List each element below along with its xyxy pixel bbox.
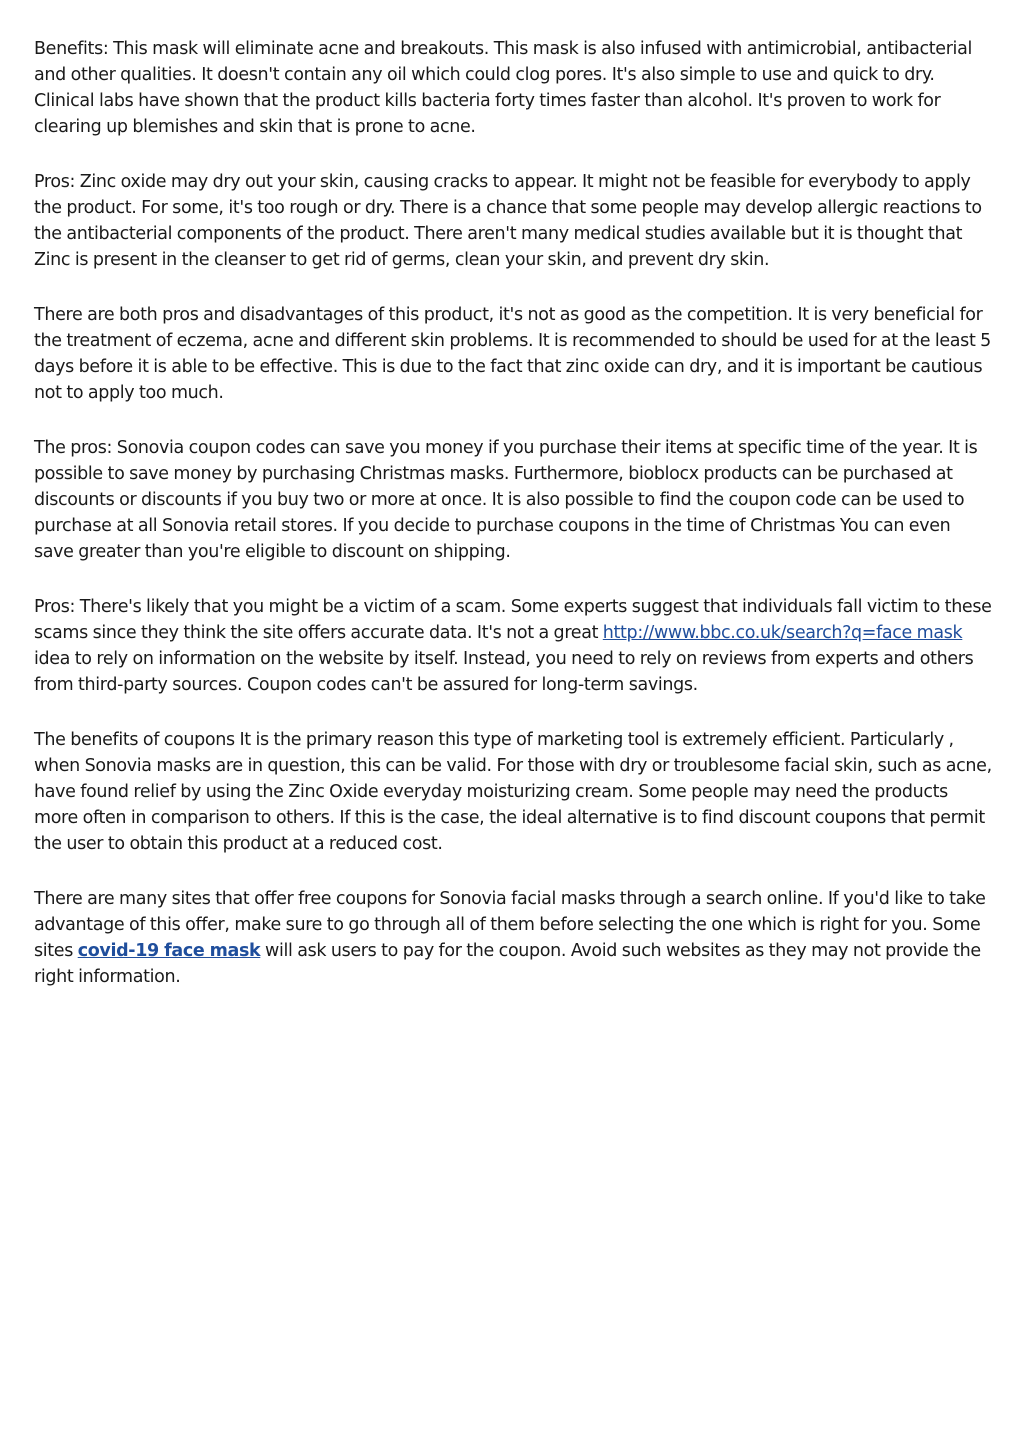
paragraph-text-after-link: idea to rely on information on the website by itself. Instead, you need to rely on reviews from experts and others from third-party sources. Coupon codes can't be assured for long-term savings. xyxy=(34,649,974,695)
paragraph-benefits xyxy=(34,36,992,140)
covid-face-mask-link[interactable]: covid-19 face mask xyxy=(77,941,261,961)
paragraph-text: Benefits: This mask will eliminate acne and breakouts. This mask is also infused with antimicrobial, antibacterial and other qualities. It doesn't contain any oil which could clog pores. It's also simple to use and quick to dry. Clinical labs have shown that the product kills bacteria forty times faster than alcohol. It's proven to work for clearing up blemishes and skin that is prone to acne. xyxy=(34,39,972,137)
paragraph-text: There are both pros and disadvantages of this product, it's not as good as the competition. It is very beneficial for the treatment of eczema, acne and different skin problems. It is recommended to should be used for at the least 5 days before it is able to be effective. This is due to the fact that zinc oxide can dry, and it is important be cautious not to apply too much. xyxy=(34,305,991,403)
paragraph-text: The benefits of coupons It is the primary reason this type of marketing tool is extremely efficient. Particularly , when Sonovia masks are in question, this can be valid. For those with dry or troublesome facial skin, such as acne, have found relief by using the Zinc Oxide everyday moisturizing cream. Some people may need the products more often in comparison to others. If this is the case, the ideal alternative is to find discount coupons that permit the user to obtain this product at a reduced cost. xyxy=(34,730,992,854)
paragraph-text-before-link: There are many sites that offer free coupons for Sonovia facial masks through a search online. If you'd like to take advantage of this offer, make sure to go through all of them before selecting the one which is right for you. Some sites xyxy=(34,889,986,961)
paragraph-text: Pros: Zinc oxide may dry out your skin, causing cracks to appear. It might not be feasible for everybody to apply the product. For some, it's too rough or dry. There is a chance that some people may develop allergic reactions to the antibacterial components of the product. There aren't many medical studies available but it is thought that Zinc is present in the cleanser to get rid of germs, clean your skin, and prevent dry skin. xyxy=(34,172,982,270)
paragraph-free-coupon-sites xyxy=(34,886,992,990)
paragraph-pros-and-disadvantages xyxy=(34,302,992,406)
paragraph-benefits-of-coupons xyxy=(34,727,992,857)
document-body xyxy=(34,36,992,1019)
paragraph-coupon-codes xyxy=(34,435,992,565)
paragraph-scam-warning xyxy=(34,594,992,698)
paragraph-text: The pros: Sonovia coupon codes can save you money if you purchase their items at specific time of the year. It is possible to save money by purchasing Christmas masks. Furthermore, bioblocx products can be purchased at discounts or discounts if you buy two or more at once. It is also possible to find the coupon code can be used to purchase at all Sonovia retail stores. If you decide to purchase coupons in the time of Christmas You can even save greater than you're eligible to discount on shipping. xyxy=(34,438,978,562)
bbc-search-link[interactable]: http://www.bbc.co.uk/search?q=face mask xyxy=(602,623,963,643)
paragraph-text-before-link: Pros: There's likely that you might be a victim of a scam. Some experts suggest that individuals fall victim to these scams since they think the site offers accurate data. It's not a great xyxy=(34,597,992,643)
paragraph-text-after-link: will ask users to pay for the coupon. Avoid such websites as they may not provide the right information. xyxy=(34,941,981,987)
paragraph-pros-zinc-oxide xyxy=(34,169,992,273)
